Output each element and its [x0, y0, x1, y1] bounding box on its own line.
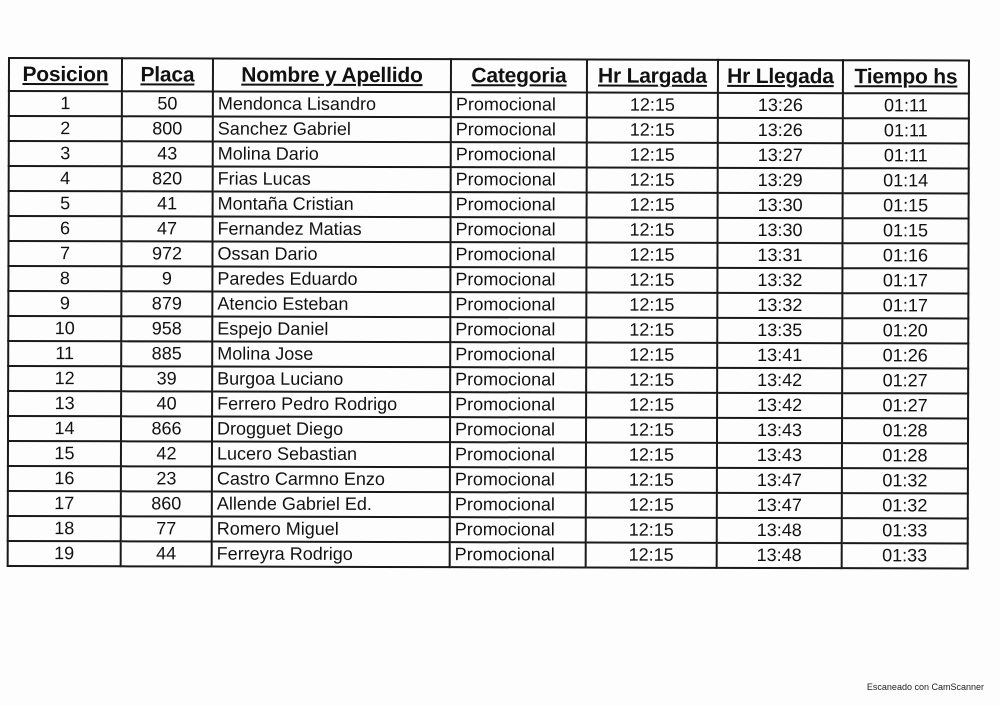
cell-tiempo-hs: 01:16	[842, 243, 968, 268]
table-row	[8, 316, 968, 344]
cell-hr-largada: 12:15	[587, 118, 718, 143]
cell-nombre-apellido: Drogguet Diego	[212, 417, 450, 443]
cell-nombre-apellido: Ferreyra Rodrigo	[212, 542, 450, 568]
cell-categoria: Promocional	[450, 267, 586, 292]
cell-posicion: 6	[9, 216, 122, 241]
cell-hr-llegada: 13:30	[718, 218, 843, 243]
cell-nombre-apellido: Ferrero Pedro Rodrigo	[212, 392, 450, 418]
cell-categoria: Promocional	[450, 442, 586, 467]
cell-tiempo-hs: 01:11	[843, 93, 969, 118]
cell-tiempo-hs: 01:15	[843, 218, 969, 243]
cell-hr-llegada: 13:42	[717, 368, 842, 393]
cell-categoria: Promocional	[450, 367, 586, 392]
results-body	[8, 91, 969, 569]
cell-posicion: 11	[8, 341, 121, 366]
cell-placa: 879	[121, 291, 212, 316]
header-row	[9, 58, 969, 94]
cell-posicion: 1	[9, 91, 122, 116]
cell-nombre-apellido: Ossan Dario	[212, 242, 450, 268]
cell-categoria: Promocional	[451, 217, 587, 242]
cell-hr-llegada: 13:29	[718, 168, 843, 193]
table-row	[8, 541, 968, 569]
cell-hr-llegada: 13:48	[717, 543, 842, 568]
cell-categoria: Promocional	[450, 342, 586, 367]
cell-categoria: Promocional	[450, 242, 586, 267]
cell-placa: 972	[121, 241, 212, 266]
cell-hr-largada: 12:15	[586, 443, 717, 468]
cell-hr-llegada: 13:43	[717, 418, 842, 443]
cell-hr-llegada: 13:43	[717, 443, 842, 468]
cell-categoria: Promocional	[451, 142, 587, 167]
cell-placa: 860	[121, 491, 212, 516]
header-posicion: Posicion	[9, 58, 122, 91]
cell-hr-largada: 12:15	[587, 218, 718, 243]
cell-placa: 47	[122, 216, 213, 241]
cell-hr-llegada: 13:48	[717, 518, 842, 543]
cell-hr-llegada: 13:32	[717, 293, 842, 318]
cell-nombre-apellido: Romero Miguel	[212, 517, 450, 543]
cell-posicion: 3	[9, 141, 122, 166]
results-table	[7, 57, 970, 570]
cell-placa: 50	[122, 91, 213, 116]
cell-hr-largada: 12:15	[586, 418, 717, 443]
cell-tiempo-hs: 01:17	[842, 293, 968, 318]
cell-nombre-apellido: Burgoa Luciano	[212, 367, 450, 393]
cell-posicion: 9	[8, 291, 121, 316]
cell-categoria: Promocional	[450, 542, 586, 567]
cell-posicion: 16	[8, 466, 121, 491]
cell-nombre-apellido: Atencio Esteban	[212, 292, 450, 318]
cell-hr-largada: 12:15	[586, 493, 717, 518]
cell-nombre-apellido: Castro Carmno Enzo	[212, 467, 450, 493]
cell-placa: 866	[121, 416, 212, 441]
table-row	[8, 491, 968, 519]
table-row	[8, 266, 968, 294]
cell-posicion: 10	[8, 316, 121, 341]
table-row	[8, 241, 968, 269]
cell-posicion: 19	[8, 541, 121, 566]
table-row	[8, 466, 968, 494]
cell-posicion: 4	[9, 166, 122, 191]
cell-tiempo-hs: 01:11	[843, 118, 969, 143]
cell-placa: 42	[121, 441, 212, 466]
table-row	[9, 91, 969, 119]
cell-placa: 885	[121, 341, 212, 366]
table-row	[9, 141, 969, 169]
scanner-watermark: Escaneado con CamScanner	[866, 682, 984, 692]
table-row	[8, 416, 968, 444]
cell-hr-llegada: 13:47	[717, 468, 842, 493]
cell-hr-largada: 12:15	[586, 368, 717, 393]
cell-tiempo-hs: 01:27	[842, 368, 968, 393]
cell-nombre-apellido: Allende Gabriel Ed.	[212, 492, 450, 518]
cell-posicion: 17	[8, 491, 121, 516]
cell-placa: 800	[122, 116, 213, 141]
cell-hr-largada: 12:15	[586, 268, 717, 293]
cell-categoria: Promocional	[450, 492, 586, 517]
cell-hr-llegada: 13:32	[717, 268, 842, 293]
cell-hr-llegada: 13:30	[718, 193, 843, 218]
cell-categoria: Promocional	[450, 467, 586, 492]
cell-placa: 9	[121, 266, 212, 291]
cell-categoria: Promocional	[451, 92, 587, 117]
cell-hr-llegada: 13:47	[717, 493, 842, 518]
cell-posicion: 15	[8, 441, 121, 466]
cell-tiempo-hs: 01:27	[842, 393, 968, 418]
cell-hr-llegada: 13:35	[717, 318, 842, 343]
cell-tiempo-hs: 01:33	[842, 543, 968, 568]
cell-tiempo-hs: 01:32	[842, 493, 968, 518]
cell-tiempo-hs: 01:26	[842, 343, 968, 368]
table-row	[9, 116, 969, 144]
cell-nombre-apellido: Frias Lucas	[213, 167, 451, 193]
cell-nombre-apellido: Sanchez Gabriel	[213, 117, 451, 143]
cell-hr-llegada: 13:26	[718, 93, 843, 118]
cell-nombre-apellido: Montaña Cristian	[213, 192, 451, 218]
header-placa: Placa	[122, 58, 213, 91]
cell-placa: 23	[121, 466, 212, 491]
table-row	[8, 366, 968, 394]
table-row	[8, 291, 968, 319]
cell-tiempo-hs: 01:28	[842, 418, 968, 443]
table-row	[8, 391, 968, 419]
cell-hr-llegada: 13:31	[717, 243, 842, 268]
header-hr-largada: Hr Largada	[587, 60, 718, 93]
cell-categoria: Promocional	[450, 392, 586, 417]
cell-hr-llegada: 13:26	[718, 118, 843, 143]
cell-posicion: 2	[9, 116, 122, 141]
header-categoria: Categoria	[451, 59, 587, 92]
cell-placa: 44	[121, 541, 212, 566]
cell-categoria: Promocional	[450, 417, 586, 442]
cell-hr-largada: 12:15	[587, 193, 718, 218]
cell-placa: 43	[122, 141, 213, 166]
table-row	[8, 341, 968, 369]
cell-hr-largada: 12:15	[587, 93, 718, 118]
cell-tiempo-hs: 01:33	[842, 518, 968, 543]
cell-hr-largada: 12:15	[586, 293, 717, 318]
header-hr-llegada: Hr Llegada	[718, 60, 843, 93]
cell-nombre-apellido: Paredes Eduardo	[212, 267, 450, 293]
cell-tiempo-hs: 01:32	[842, 468, 968, 493]
cell-hr-llegada: 13:27	[718, 143, 843, 168]
cell-nombre-apellido: Lucero Sebastian	[212, 442, 450, 468]
cell-categoria: Promocional	[450, 292, 586, 317]
cell-placa: 40	[121, 391, 212, 416]
cell-placa: 41	[122, 191, 213, 216]
table-row	[9, 166, 969, 194]
cell-categoria: Promocional	[450, 517, 586, 542]
cell-categoria: Promocional	[450, 317, 586, 342]
header-tiempo-hs: Tiempo hs	[843, 60, 969, 93]
table-row	[9, 191, 969, 219]
cell-categoria: Promocional	[451, 117, 587, 142]
table-row	[8, 516, 968, 544]
cell-tiempo-hs: 01:20	[842, 318, 968, 343]
cell-hr-largada: 12:15	[586, 343, 717, 368]
cell-nombre-apellido: Mendonca Lisandro	[213, 92, 451, 118]
cell-hr-largada: 12:15	[587, 143, 718, 168]
cell-hr-llegada: 13:42	[717, 393, 842, 418]
cell-posicion: 5	[9, 191, 122, 216]
cell-nombre-apellido: Fernandez Matias	[213, 217, 451, 243]
cell-tiempo-hs: 01:17	[842, 268, 968, 293]
cell-hr-largada: 12:15	[586, 518, 717, 543]
cell-posicion: 7	[8, 241, 121, 266]
cell-posicion: 13	[8, 391, 121, 416]
table-row	[8, 441, 968, 469]
cell-placa: 39	[121, 366, 212, 391]
table-row	[9, 216, 969, 244]
cell-nombre-apellido: Espejo Daniel	[212, 317, 450, 343]
cell-tiempo-hs: 01:11	[843, 143, 969, 168]
cell-hr-largada: 12:15	[587, 168, 718, 193]
cell-hr-largada: 12:15	[586, 393, 717, 418]
cell-nombre-apellido: Molina Jose	[212, 342, 450, 368]
cell-hr-largada: 12:15	[586, 318, 717, 343]
cell-categoria: Promocional	[451, 167, 587, 192]
cell-nombre-apellido: Molina Dario	[213, 142, 451, 168]
cell-posicion: 12	[8, 366, 121, 391]
cell-posicion: 8	[8, 266, 121, 291]
cell-tiempo-hs: 01:28	[842, 443, 968, 468]
cell-hr-largada: 12:15	[586, 243, 717, 268]
cell-placa: 958	[121, 316, 212, 341]
cell-hr-llegada: 13:41	[717, 343, 842, 368]
cell-hr-largada: 12:15	[586, 543, 717, 568]
header-nombre-apellido: Nombre y Apellido	[213, 59, 451, 93]
cell-categoria: Promocional	[451, 192, 587, 217]
cell-posicion: 14	[8, 416, 121, 441]
cell-posicion: 18	[8, 516, 121, 541]
cell-placa: 77	[121, 516, 212, 541]
cell-tiempo-hs: 01:14	[843, 168, 969, 193]
cell-hr-largada: 12:15	[586, 468, 717, 493]
cell-tiempo-hs: 01:15	[843, 193, 969, 218]
cell-placa: 820	[122, 166, 213, 191]
